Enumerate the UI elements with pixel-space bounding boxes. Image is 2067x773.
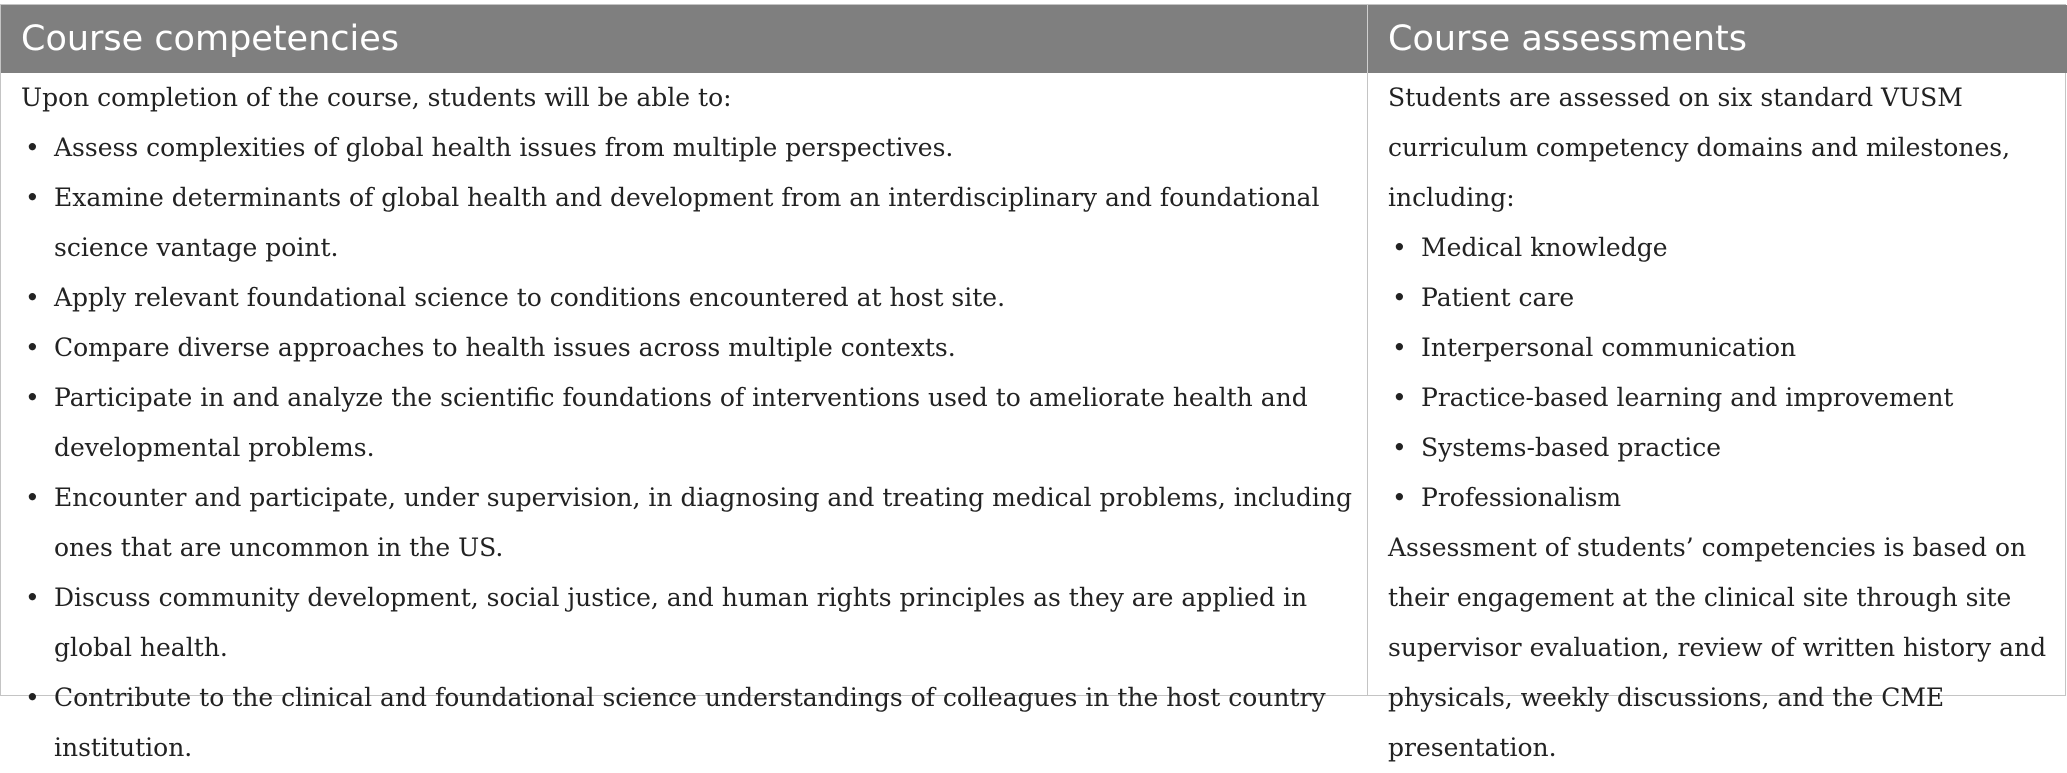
bullet-icon: •	[25, 383, 40, 412]
bullet-icon: •	[1392, 433, 1407, 462]
assessment-text: Practice-based learning and improvement	[1421, 383, 1954, 412]
assessment-item	[1388, 373, 2057, 423]
assessment-item	[1388, 223, 2057, 273]
assessment-item	[1388, 323, 2057, 373]
competency-text: Discuss community development, social justice, and human rights principles as they are applied in global health.	[54, 583, 1308, 662]
competency-item	[21, 373, 1367, 473]
competency-item	[21, 173, 1367, 273]
course-table	[0, 4, 2066, 762]
bullet-icon: •	[25, 333, 40, 362]
bullet-icon: •	[25, 133, 40, 162]
bullet-icon: •	[25, 583, 40, 612]
competency-item	[21, 473, 1367, 573]
bullet-icon: •	[25, 683, 40, 712]
assessment-item	[1388, 473, 2057, 523]
assessment-item	[1388, 273, 2057, 323]
bullet-icon: •	[25, 283, 40, 312]
competencies-cell	[1, 73, 1367, 762]
assessments-intro: Students are assessed on six standard VUSM curriculum competency domains and milestones, including:	[1388, 83, 2011, 212]
competency-text: Examine determinants of global health and development from an interdisciplinary and foundational science vantage point.	[54, 183, 1320, 262]
competency-text: Apply relevant foundational science to conditions encountered at host site.	[54, 283, 1006, 312]
assessment-text: Medical knowledge	[1421, 233, 1668, 262]
competency-item	[21, 323, 1367, 373]
competencies-intro: Upon completion of the course, students will be able to:	[21, 83, 732, 112]
assessments-list	[1388, 223, 2057, 523]
header-course-assessments: Course assessments	[1367, 5, 2067, 73]
competencies-list	[21, 123, 1367, 773]
assessments-outro: Assessment of students’ competencies is based on their engagement at the clinical site through site supervisor evaluation, review of written history and physicals, weekly discussions, and the CME presentation.	[1388, 533, 2047, 762]
bullet-icon: •	[25, 483, 40, 512]
bullet-icon: •	[1392, 483, 1407, 512]
bullet-icon: •	[25, 183, 40, 212]
assessment-item	[1388, 423, 2057, 473]
competency-item	[21, 573, 1367, 673]
assessments-cell	[1367, 73, 2067, 762]
competency-text: Contribute to the clinical and foundational science understandings of colleagues in the host country institution.	[54, 683, 1326, 762]
assessment-text: Professionalism	[1421, 483, 1622, 512]
competency-text: Assess complexities of global health issues from multiple perspectives.	[54, 133, 954, 162]
assessment-text: Patient care	[1421, 283, 1575, 312]
competency-item	[21, 673, 1367, 773]
competency-item	[21, 123, 1367, 173]
competency-text: Participate in and analyze the scientific foundations of interventions used to ameliorate health and developmental problems.	[54, 383, 1308, 462]
assessment-text: Systems-based practice	[1421, 433, 1722, 462]
bullet-icon: •	[1392, 283, 1407, 312]
bullet-icon: •	[1392, 383, 1407, 412]
competency-text: Compare diverse approaches to health issues across multiple contexts.	[54, 333, 956, 362]
assessment-text: Interpersonal communication	[1421, 333, 1797, 362]
header-course-competencies: Course competencies	[1, 5, 1367, 73]
competency-text: Encounter and participate, under supervision, in diagnosing and treating medical problems, including ones that are uncommon in the US.	[54, 483, 1353, 562]
competency-item	[21, 273, 1367, 323]
bullet-icon: •	[1392, 233, 1407, 262]
bullet-icon: •	[1392, 333, 1407, 362]
